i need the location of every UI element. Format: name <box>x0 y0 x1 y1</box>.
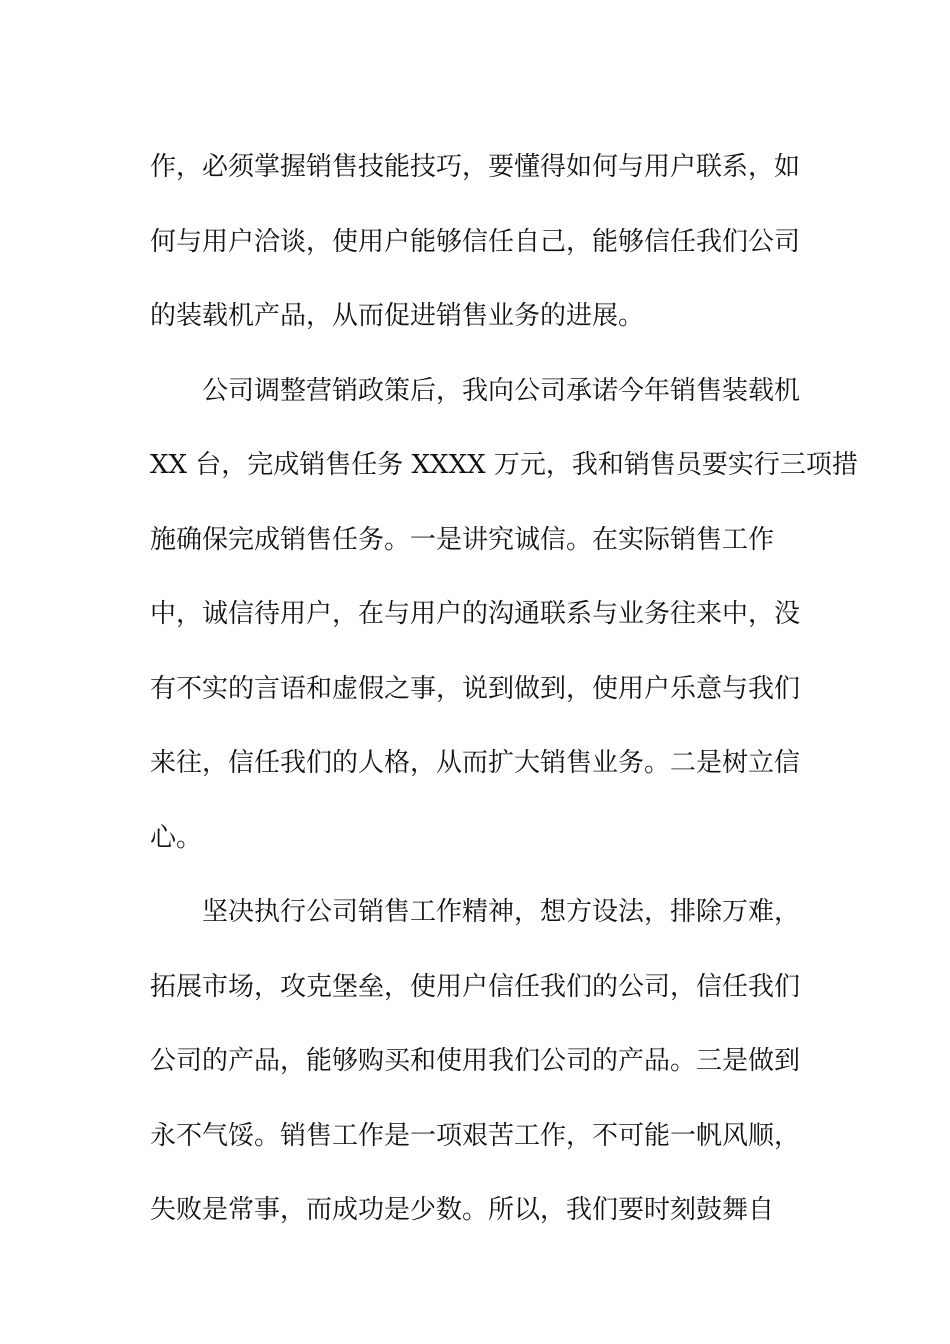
body-text <box>150 130 858 1248</box>
paragraph-start-line: 公司调整营销政策后，我向公司承诺今年销售装载机 <box>202 375 801 406</box>
text-line: 心。 <box>150 822 203 853</box>
text-line: 何与用户洽谈，使用户能够信任自己，能够信任我们公司 <box>150 226 801 257</box>
paragraph-start-line: 坚决执行公司销售工作精神，想方设法，排除万难， <box>202 897 801 927</box>
text-line: 中，诚信待用户，在与用户的沟通联系与业务往来中，没 <box>150 599 801 629</box>
text-line: 施确保完成销售任务。一是讲究诚信。在实际销售工作 <box>150 524 775 555</box>
text-line: 来往，信任我们的人格，从而扩大销售业务。二是树立信 <box>150 748 801 778</box>
text-line: 公司的产品，能够购买和使用我们公司的产品。三是做到 <box>150 1046 801 1076</box>
text-line: 拓展市场，攻克堡垒，使用户信任我们的公司，信任我们 <box>150 971 801 1002</box>
text-line: 的装载机产品，从而促进销售业务的进展。 <box>150 301 645 331</box>
text-line: 永不气馁。销售工作是一项艰苦工作，不可能一帆风顺， <box>150 1120 801 1151</box>
text-line: XX 台，完成销售任务 XXXX 万元，我和销售员要实行三项措 <box>150 450 858 480</box>
text-line: 作，必须掌握销售技能技巧，要懂得如何与用户联系，如 <box>150 152 801 182</box>
text-line: 失败是常事，而成功是少数。所以，我们要时刻鼓舞自 <box>150 1195 775 1225</box>
text-line: 有不实的言语和虚假之事，说到做到，使用户乐意与我们 <box>150 673 801 704</box>
